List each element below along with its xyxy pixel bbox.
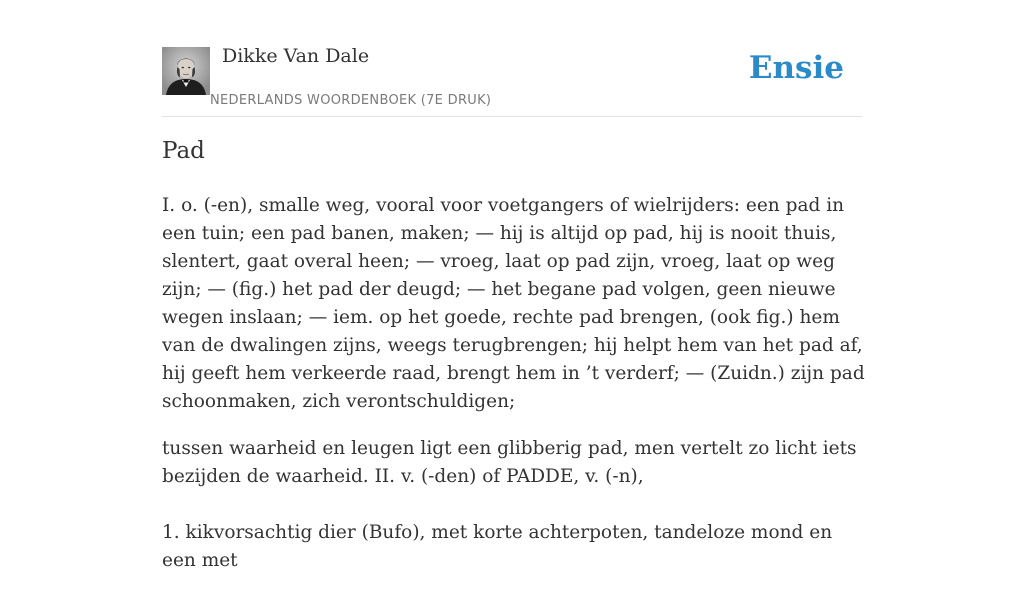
entry-body: [162, 192, 868, 594]
entry-paragraph: tussen waarheid en leugen ligt een glibberig pad, men vertelt zo licht iets bezijden de waarheid. II. v. (-den) of PADDE, v. (-n),: [162, 438, 857, 487]
source-label[interactable]: NEDERLANDS WOORDENBOEK (7E DRUK): [210, 93, 492, 108]
portrait-icon: [162, 47, 210, 95]
entry-paragraph: I. o. (-en), smalle weg, vooral voor voetgangers of wielrijders: een pad in een tuin; een pad banen, maken; — hij is altijd op pad, hij is nooit thuis, slentert, gaat overal heen; — vroeg, laat op pad zijn, vroeg, laat op weg zijn; — (fig.) het pad der deugd; — het begane pad volgen, geen nieuwe wegen inslaan; — iem. op het goede, rechte pad brengen, (ook fig.) hem van de dwalingen zijns, weegs terugbrengen; hij helpt hem van het pad af, hij geeft hem verkeerde raad, brengt hem in ’t verderf; — (Zuidn.) zijn pad schoonmaken, zich verontschuldigen;: [162, 195, 865, 412]
author-avatar[interactable]: [162, 47, 210, 95]
author-name[interactable]: Dikke Van Dale: [222, 45, 370, 67]
entry-title: Pad: [162, 138, 205, 164]
entry-paragraph: 1. kikvorsachtig dier (Bufo), met korte achterpoten, tandeloze mond en een met: [162, 522, 833, 571]
header: [162, 40, 862, 117]
site-logo[interactable]: Ensie: [748, 50, 844, 86]
